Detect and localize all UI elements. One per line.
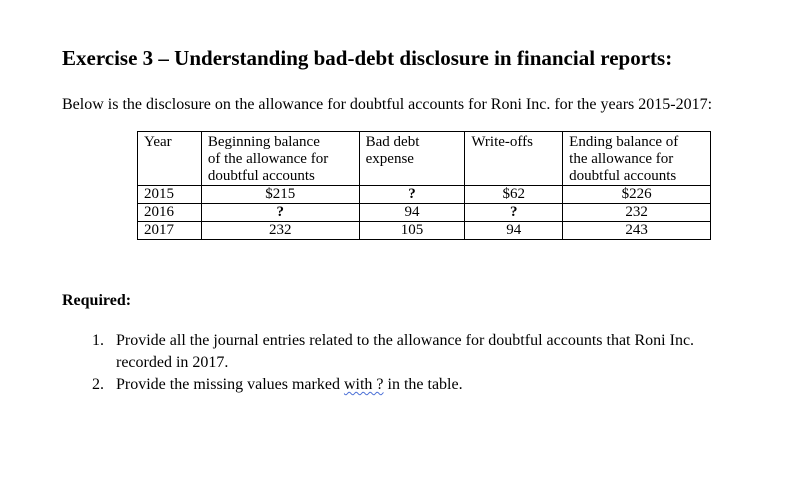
cell-beginning-balance: $215 (201, 186, 359, 204)
list-text-line: recorded in 2017. (116, 354, 229, 371)
exercise-title: Exercise 3 – Understanding bad-debt disclosure in financial reports: (62, 46, 673, 70)
cell-ending-balance: 232 (563, 204, 711, 222)
list-text (116, 330, 694, 374)
list-text-after: in the table. (383, 376, 463, 393)
cell-year: 2017 (138, 222, 202, 240)
header-ending-balance (563, 132, 711, 186)
cell-ending-balance: 243 (563, 222, 711, 240)
cell-beginning-balance: 232 (201, 222, 359, 240)
table-row (138, 222, 711, 240)
cell-year: 2015 (138, 186, 202, 204)
header-line: expense (365, 151, 414, 167)
cell-write-offs: $62 (465, 186, 563, 204)
grammar-underlined-text: with ? (343, 376, 384, 393)
intro-text: Below is the disclosure on the allowance for doubtful accounts for Roni Inc. for the years 2015-2017: (62, 96, 713, 113)
list-text-before: Provide the missing values marked (116, 376, 344, 393)
cell-bad-debt-expense: 94 (359, 204, 465, 222)
header-line: doubtful accounts (207, 168, 315, 184)
cell-write-offs: ? (465, 204, 563, 222)
cell-beginning-balance: ? (201, 204, 359, 222)
table-row (138, 204, 711, 222)
header-year (138, 132, 202, 186)
header-line: of the allowance for (207, 151, 329, 167)
required-heading: Required: (62, 292, 132, 309)
header-line: doubtful accounts (569, 168, 677, 184)
list-text-line: Provide all the journal entries related to the allowance for doubtful accounts that Roni Inc. (116, 332, 695, 349)
cell-bad-debt-expense: 105 (359, 222, 465, 240)
header-beginning-balance (201, 132, 359, 186)
header-bad-debt-expense (359, 132, 465, 186)
table-row (138, 186, 711, 204)
list-number: 2. (92, 376, 104, 393)
header-line: Bad debt (365, 134, 420, 150)
cell-ending-balance: $226 (563, 186, 711, 204)
list-text (116, 374, 463, 396)
header-write-offs (465, 132, 563, 186)
allowance-disclosure-table (137, 131, 711, 240)
header-line: the allowance for (569, 151, 674, 167)
header-line: Beginning balance (207, 134, 320, 150)
header-line: Year (144, 134, 172, 150)
cell-bad-debt-expense: ? (359, 186, 465, 204)
cell-write-offs: 94 (465, 222, 563, 240)
cell-year: 2016 (138, 204, 202, 222)
table-header-row (138, 132, 711, 186)
header-line: Write-offs (471, 134, 533, 150)
list-number: 1. (92, 332, 104, 349)
header-line: Ending balance of (569, 134, 679, 150)
